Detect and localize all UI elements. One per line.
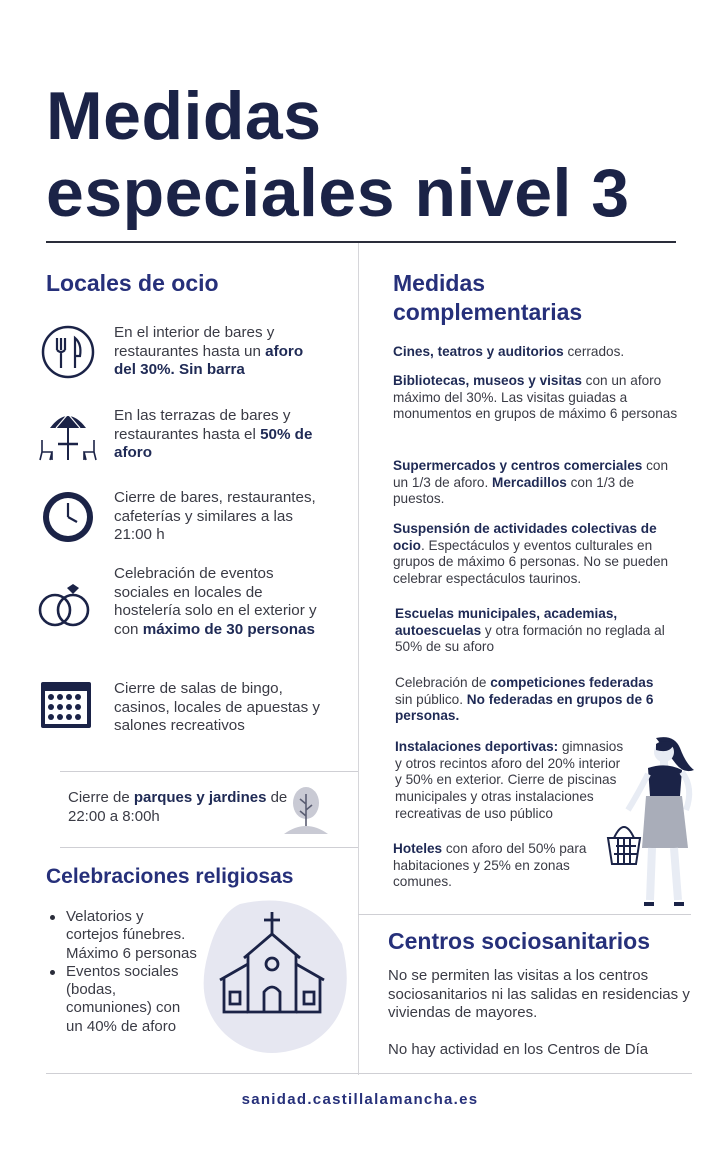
centros-p2: No hay actividad en los Centros de Día <box>388 1041 649 1058</box>
centros-p1: No se permiten las visitas a los centros sociosanitarios ni las salidas en residencias y viviendas de mayores. <box>388 967 690 1021</box>
measure-bold: Suspensión de actividades colectivas de ocio <box>393 521 657 553</box>
terrace-umbrella-icon <box>38 408 98 464</box>
title-line-1: Medidas <box>46 78 322 154</box>
measure-bold: competiciones federadas <box>490 675 654 690</box>
item-text: Cierre de salas de bingo, casinos, locales de apuestas y salones recreativos <box>114 680 320 734</box>
measure-hoteles <box>393 841 598 891</box>
item-interior-bares <box>114 324 324 380</box>
item-bold: máximo de 30 personas <box>142 620 315 638</box>
measure-cines <box>393 344 678 361</box>
church-icon <box>200 894 352 1058</box>
measure-ocio <box>393 521 678 588</box>
measure-bold: Mercadillos <box>492 474 567 490</box>
woman-shopping-icon <box>600 734 704 910</box>
divider <box>60 847 358 848</box>
item-text: En el interior de bares y restaurantes hasta un <box>114 324 275 360</box>
measure-escuelas <box>395 606 680 656</box>
parks-post: de 22:00 a 8:00h <box>68 789 288 825</box>
measure-bold: Bibliotecas, museos y visitas <box>393 373 582 388</box>
measure-bold: Supermercados y centros comerciales <box>393 458 643 473</box>
title-line-2: especiales nivel 3 <box>46 155 630 231</box>
title-divider <box>46 241 676 243</box>
section-heading-religiosas: Celebraciones religiosas <box>46 865 294 888</box>
section-heading-complementarias <box>393 269 582 327</box>
heading-line: complementarias <box>393 299 583 325</box>
religious-bullet: Velatorios y cortejos fúnebres. Máximo 6 personas <box>48 908 198 963</box>
item-bold: aforo del 30%. Sin barra <box>114 342 304 378</box>
measure-text: gimnasios y otros recintos aforo del 20% interior y 50% en exterior. Cierre de piscinas municipales y otras instalaciones recreativas de uso público <box>395 739 624 821</box>
item-text: En las terrazas de bares y restaurantes hasta el <box>114 407 291 443</box>
measure-text: . Espectáculos y eventos culturales en grupos de máximo 6 personas. No se pueden celebrar espectáculos taurinos. <box>393 537 669 587</box>
measure-text: Celebración de <box>395 675 491 690</box>
item-cierre-bares <box>114 489 324 545</box>
divider <box>60 771 358 772</box>
divider <box>358 914 691 915</box>
section-heading-centros: Centros sociosanitarios <box>388 928 651 954</box>
measure-deportivas <box>395 739 627 823</box>
item-text: Cierre de bares, restaurantes, cafeterías y similares a las 21:00 h <box>114 489 316 543</box>
item-bingo <box>114 680 324 736</box>
measure-text: con aforo del 50% para habitaciones y 25% en zonas comunes. <box>393 841 587 890</box>
measure-bold: No federadas en grupos de 6 personas. <box>395 691 654 724</box>
measure-bold: Escuelas municipales, academias, autoescuelas <box>395 606 618 638</box>
parks-text <box>68 789 288 826</box>
page-title <box>46 78 706 232</box>
parks-bold: parques y jardines <box>133 789 267 806</box>
clock-icon <box>41 490 95 544</box>
heading-line: Medidas <box>393 270 486 296</box>
footer-divider <box>46 1073 692 1074</box>
item-eventos-sociales <box>114 565 324 639</box>
religious-list <box>48 908 198 1036</box>
wedding-rings-icon <box>36 582 94 632</box>
item-text: Celebración de eventos sociales en locales de hostelería solo en el exterior y con <box>114 565 317 638</box>
measure-text: con un 1/3 de aforo. <box>393 458 669 490</box>
measure-competiciones <box>395 675 670 725</box>
measure-bold: Instalaciones deportivas: <box>395 739 559 754</box>
section-heading-locales: Locales de ocio <box>46 270 219 296</box>
religious-bullet: Eventos sociales (bodas, comuniones) con un 40% de aforo <box>48 963 198 1036</box>
measure-bibliotecas <box>393 373 678 423</box>
measure-bold: Cines, teatros y auditorios <box>393 344 564 359</box>
measure-text: sin público. <box>395 691 467 707</box>
item-terrazas <box>114 407 324 463</box>
measure-text: y otra formación no reglada al 50% de su aforo <box>395 622 665 655</box>
measure-text: cerrados. <box>563 344 625 359</box>
column-divider <box>358 243 359 1075</box>
item-bold: 50% de aforo <box>114 425 313 461</box>
measure-supermercados <box>393 458 678 508</box>
parks-pre: Cierre de <box>68 789 134 806</box>
measure-text: con un aforo máximo del 30%. Las visitas guiadas a monumentos en grupos de máximo 6 personas <box>393 373 678 422</box>
cutlery-icon <box>40 324 96 380</box>
bingo-card-icon <box>40 681 92 729</box>
footer-url: sanidad.castillalamancha.es <box>241 1091 479 1108</box>
measure-text: con 1/3 de puestos. <box>393 474 635 507</box>
tree-icon <box>282 784 330 836</box>
measure-bold: Hoteles <box>393 841 443 856</box>
